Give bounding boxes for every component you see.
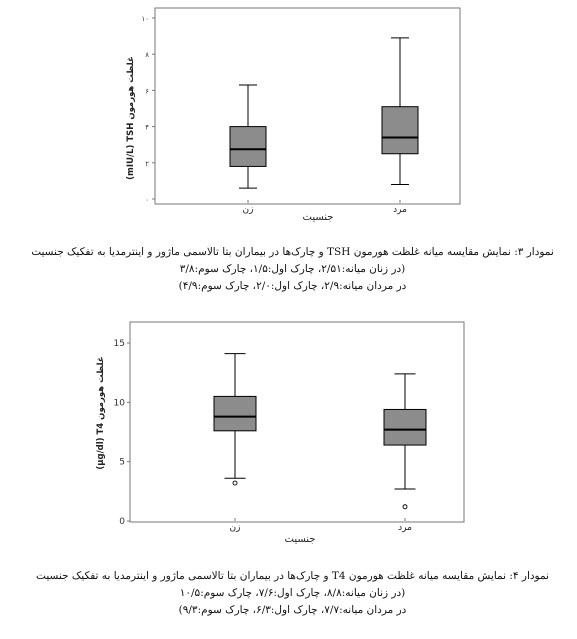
x-category-label: زن (229, 523, 241, 533)
y-tick-label: 10 (113, 398, 125, 409)
tsh-boxplot (0, 0, 577, 235)
x-category-label: مرد (398, 523, 412, 533)
caption-men-stats: در مردان میانه:۲/۹، چارک اول:۲/۰، چارک سوم:۴/۹) (178, 280, 407, 292)
plot-frame (155, 8, 460, 204)
figure-4-caption (20, 568, 565, 619)
y-axis-ticks (114, 339, 130, 527)
caption-women-stats: (در زنان میانه:۸/۸، چارک اول:۷/۶، چارک سوم:۱۰/۵ (179, 587, 406, 599)
box-2 (384, 374, 426, 509)
x-axis-categories (230, 518, 413, 533)
caption-men-stats: در مردان میانه:۷/۷، چارک اول:۶/۳، چارک سوم:۹/۳) (178, 604, 407, 616)
t4-boxplot (0, 318, 577, 555)
iqr-box (382, 107, 418, 154)
x-category-label: مرد (393, 205, 407, 215)
y-tick-label: 0 (119, 517, 125, 527)
x-axis-label: جنسیت (302, 212, 334, 223)
x-axis-label: جنسیت (284, 534, 316, 545)
box-2 (382, 38, 418, 185)
y-axis-label: (μg/dl) T4 غلظت هورمون (96, 356, 106, 470)
box-1 (214, 354, 256, 485)
iqr-box (230, 127, 266, 167)
caption-women-stats: (در زنان میانه:۲/۵۱، چارک اول:۱/۵، چارک سوم:۳/۸ (179, 263, 406, 275)
boxes (230, 38, 418, 188)
boxes (214, 354, 426, 509)
box-1 (230, 85, 266, 188)
y-axis-label: (mIU/L) TSH غلظت هورمون (126, 56, 136, 180)
x-category-label: زن (242, 205, 254, 215)
iqr-box (384, 409, 426, 445)
y-tick-label: 15 (113, 339, 125, 349)
caption-title: نمودار ۴: نمایش مقایسه میانه غلظت هورمون T4 و چارک‌ها در بیماران بتا تالاسمی ماژور و اینترمدیا به تفکیک جنسیت (36, 570, 549, 582)
y-axis-ticks (141, 15, 155, 204)
caption-title: نمودار ۳: نمایش مقایسه میانه غلظت هورمون TSH و چارک‌ها در بیماران بتا تالاسمی ماژور و اینترمدیا به تفکیک جنسیت (31, 246, 554, 258)
outlier-point (403, 505, 407, 509)
y-tick-label: 5 (119, 457, 125, 468)
y-tick-label: ۴ (145, 123, 149, 132)
y-tick-label: ۰ (145, 196, 149, 204)
figure-3-caption (20, 244, 565, 295)
outlier-point (233, 481, 237, 485)
y-tick-label: ۸ (145, 51, 149, 60)
y-tick-label: ۲ (145, 159, 149, 168)
y-tick-label: ۱۰ (141, 15, 149, 23)
iqr-box (214, 396, 256, 430)
y-tick-label: ۶ (145, 87, 149, 96)
